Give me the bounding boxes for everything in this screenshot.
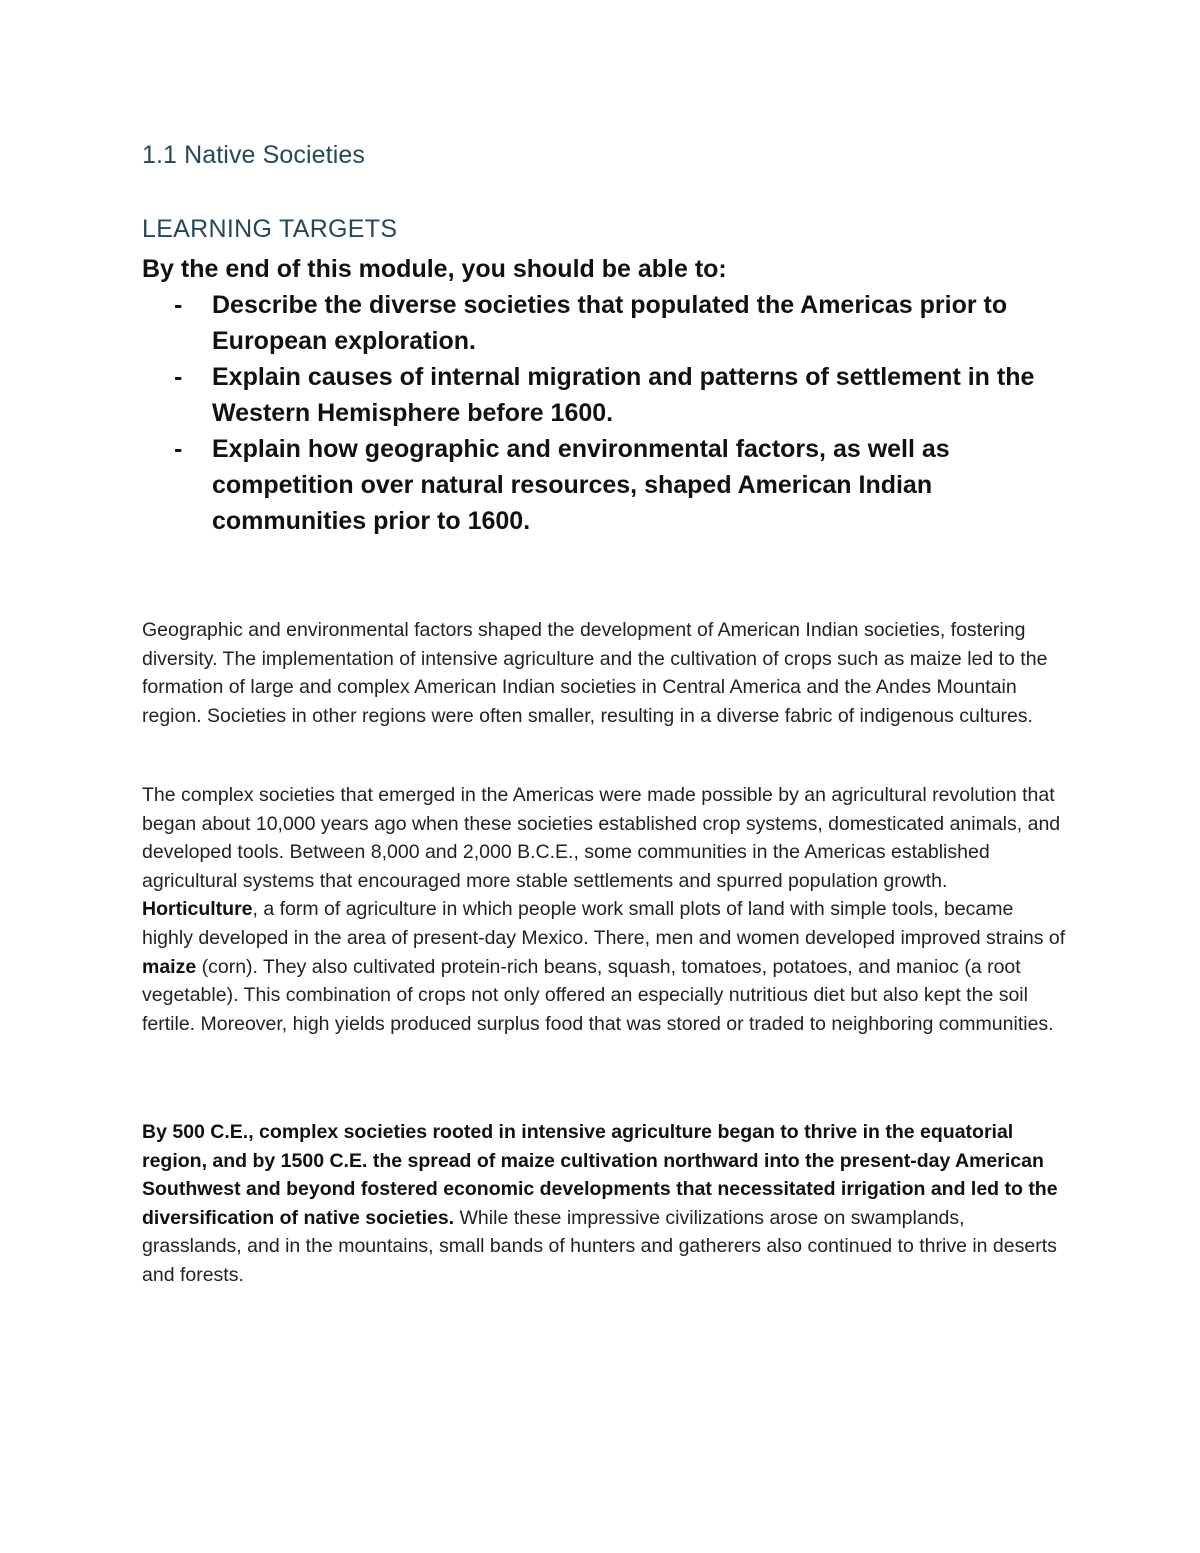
learning-targets-intro: By the end of this module, you should be able to: (142, 255, 727, 283)
learning-targets-heading: LEARNING TARGETS (142, 215, 398, 243)
body-paragraph-1: Geographic and environmental factors shaped the development of American Indian societies, fostering diversity. The implementation of intensive agriculture and the cultivation of crops such as maize led to the formation of large and complex American Indian societies in Central America and the Andes Mountain region. Societies in other regions were often smaller, resulting in a diverse fabric of indigenous cultures. (142, 619, 1048, 727)
bullet-dash: - (174, 435, 183, 463)
bullet-dash: - (174, 291, 183, 319)
bold-summary-text: By 500 C.E., complex societies rooted in intensive agriculture began to thrive in the equatorial region, and by 1500 C.E. the spread of maize cultivation northward into the present-day American Southwest and beyond fostered economic developments that necessitated irrigation and led to the diversification of native societies. (142, 1121, 1058, 1229)
bullet-dash: - (174, 363, 183, 391)
learning-target-text: Explain causes of internal migration and patterns of settlement in the Western Hemisphere before 1600. (212, 363, 1035, 427)
body-paragraph-2 (142, 781, 1067, 1038)
learning-target-text: Describe the diverse societies that populated the Americas prior to European exploration. (212, 291, 1008, 355)
learning-targets-list (142, 287, 1082, 539)
learning-target-text: Explain how geographic and environmental factors, as well as competition over natural resources, shaped American Indian communities prior to 1600. (212, 435, 950, 535)
body-paragraph-3 (142, 1118, 1067, 1290)
learning-target-item (142, 359, 1082, 431)
key-term-horticulture: Horticulture (142, 898, 253, 921)
learning-target-item (142, 287, 1082, 359)
paragraph-text: While these impressive civilizations arose on swamplands, grasslands, and in the mountains, small bands of hunters and gatherers also continued to thrive in deserts and forests. (142, 1206, 1057, 1286)
page-title: 1.1 Native Societies (142, 141, 365, 169)
key-term-maize: maize (142, 955, 197, 978)
learning-target-item (142, 431, 1082, 539)
paragraph-text: (corn). They also cultivated protein-rich beans, squash, tomatoes, potatoes, and manioc (a root vegetable). This combination of crops not only offered an especially nutritious diet but also kept the soil fertile. Moreover, high yields produced surplus food that was stored or traded to neighboring communities. (142, 955, 1054, 1035)
paragraph-text: The complex societies that emerged in the Americas were made possible by an agricultural revolution that began about 10,000 years ago when these societies established crop systems, domesticated animals, and developed tools. Between 8,000 and 2,000 B.C.E., some communities in the Americas established agricultural systems that encouraged more stable settlements and spurred population growth. (142, 784, 1061, 892)
paragraph-text: , a form of agriculture in which people work small plots of land with simple tools, became highly developed in the area of present-day Mexico. There, men and women developed improved strains of (142, 898, 1066, 949)
